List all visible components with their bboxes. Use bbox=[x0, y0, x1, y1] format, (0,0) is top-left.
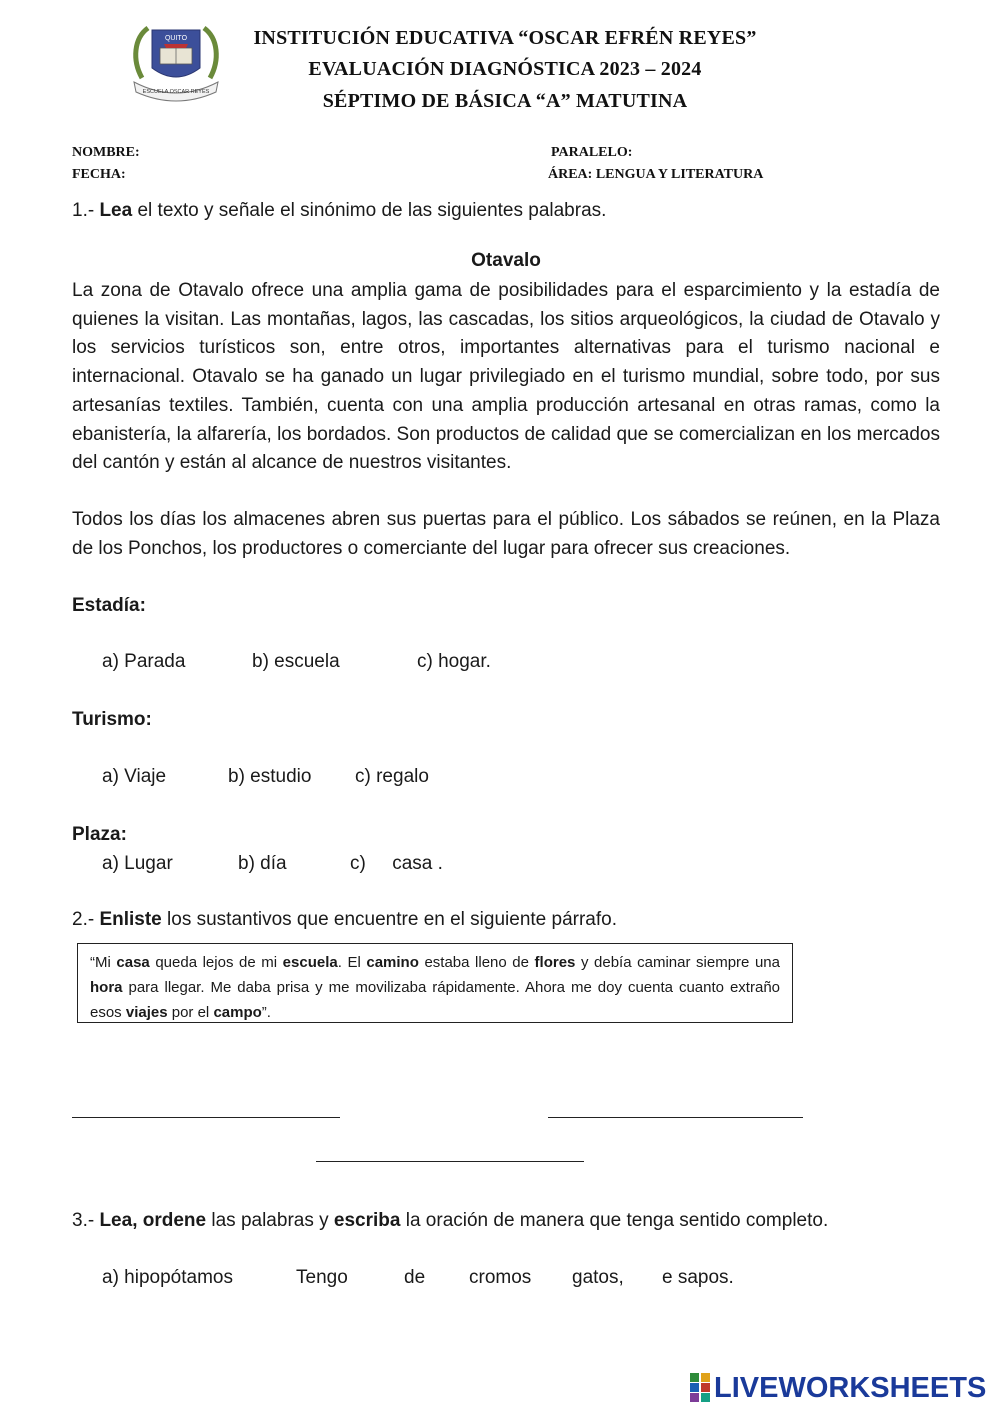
question-2-verb: Enliste bbox=[99, 909, 162, 930]
scrambled-word: gatos, bbox=[572, 1267, 624, 1288]
noun-casa: casa bbox=[116, 954, 150, 971]
logo-top-text: QUITO bbox=[164, 35, 188, 42]
question-3-text-2: la oración de manera que tenga sentido completo. bbox=[400, 1210, 829, 1231]
item-word-turismo: Turismo: bbox=[72, 709, 152, 730]
quote-seg: estaba lleno de bbox=[418, 954, 535, 971]
question-3-text-1: las palabras y bbox=[206, 1210, 334, 1231]
question-3 bbox=[72, 1210, 828, 1232]
question-3-number: 3.- bbox=[72, 1210, 100, 1231]
option-c[interactable]: c) casa . bbox=[350, 853, 443, 874]
scrambled-word: Tengo bbox=[296, 1267, 348, 1288]
reading-title: Otavalo bbox=[471, 250, 541, 271]
answer-blank-1[interactable] bbox=[72, 1117, 340, 1118]
grade-title: SÉPTIMO DE BÁSICA “A” MATUTINA bbox=[322, 90, 688, 112]
quote-seg: por el bbox=[167, 1004, 214, 1021]
scrambled-word: e sapos. bbox=[662, 1267, 734, 1288]
paralelo-label: PARALELO: bbox=[551, 145, 633, 160]
question-3-verb-1: Lea, ordene bbox=[99, 1210, 207, 1231]
liveworksheets-brand[interactable] bbox=[690, 1370, 986, 1406]
noun-viajes: viajes bbox=[125, 1004, 168, 1021]
option-b[interactable]: b) día bbox=[238, 853, 287, 874]
scrambled-word: de bbox=[404, 1267, 426, 1288]
logo-ribbon-text: ESCUELA OSCAR REYES bbox=[142, 89, 210, 95]
scrambled-word: cromos bbox=[469, 1267, 532, 1288]
liveworksheets-logo-icon bbox=[690, 1373, 712, 1403]
question-1-number: 1.- bbox=[72, 200, 100, 221]
option-a[interactable]: a) Viaje bbox=[102, 766, 167, 787]
item-word-estadia: Estadía: bbox=[72, 595, 146, 616]
quote-seg: “Mi bbox=[90, 954, 117, 971]
noun-escuela: escuela bbox=[282, 954, 338, 971]
quote-box bbox=[77, 943, 793, 1023]
noun-hora: hora bbox=[90, 979, 123, 996]
question-1-text: el texto y señale el sinónimo de las siguientes palabras. bbox=[132, 200, 607, 221]
noun-camino: camino bbox=[366, 954, 419, 971]
answer-blank-2[interactable] bbox=[548, 1117, 803, 1118]
scrambled-word: a) hipopótamos bbox=[102, 1267, 233, 1288]
option-b[interactable]: b) escuela bbox=[252, 651, 340, 672]
quote-seg: ”. bbox=[261, 1004, 271, 1021]
school-name: INSTITUCIÓN EDUCATIVA “OSCAR EFRÉN REYES” bbox=[253, 27, 757, 49]
answer-blank-3[interactable] bbox=[316, 1161, 584, 1162]
question-2-number: 2.- bbox=[72, 909, 100, 930]
question-1 bbox=[72, 200, 606, 222]
question-2 bbox=[72, 909, 617, 931]
nombre-label: NOMBRE: bbox=[72, 145, 140, 160]
item-word-plaza: Plaza: bbox=[72, 824, 127, 845]
reading-paragraph-2: Todos los días los almacenes abren sus puertas para el público. Los sábados se reúnen, en la Plaza de los Ponchos, los productores o comerciante del lugar para ofrecer sus creaciones. bbox=[72, 509, 940, 559]
option-a[interactable]: a) Parada bbox=[102, 651, 186, 672]
question-3-verb-2: escriba bbox=[333, 1210, 401, 1231]
evaluation-title: EVALUACIÓN DIAGNÓSTICA 2023 – 2024 bbox=[308, 58, 702, 80]
quote-seg: y debía caminar siempre una bbox=[575, 954, 780, 971]
option-c[interactable]: c) regalo bbox=[355, 766, 429, 787]
question-2-text: los sustantivos que encuentre en el siguiente párrafo. bbox=[161, 909, 617, 930]
liveworksheets-text: LIVEWORKSHEETS bbox=[714, 1371, 987, 1404]
fecha-label: FECHA: bbox=[72, 167, 126, 182]
quote-seg: queda lejos de mi bbox=[149, 954, 283, 971]
reading-paragraph-1: La zona de Otavalo ofrece una amplia gama de posibilidades para el esparcimiento y la estadía de quienes la visitan. Las montañas, lagos, las cascadas, los sitios arqueológicos, la ciudad de Otavalo y los servicios turísticos son, entre otros, importantes alternativas para el turismo nacional e internacional. Otavalo se ha ganado un lugar privilegiado en el turismo mundial, sobre todo, por sus artesanías textiles. También, cuenta con una amplia producción artesanal en otras ramas, como la ebanistería, la alfarería, los bordados. Son productos de calidad que se comercializan en los mercados del cantón y están al alcance de nuestros visitantes. bbox=[72, 280, 940, 474]
question-1-verb: Lea bbox=[99, 200, 133, 221]
option-c[interactable]: c) hogar. bbox=[417, 651, 491, 672]
option-a[interactable]: a) Lugar bbox=[102, 853, 173, 874]
quote-seg: . El bbox=[337, 954, 367, 971]
noun-campo: campo bbox=[213, 1004, 262, 1021]
option-b[interactable]: b) estudio bbox=[228, 766, 312, 787]
area-label: ÁREA: LENGUA Y LITERATURA bbox=[548, 167, 764, 182]
noun-flores: flores bbox=[534, 954, 576, 971]
quote-seg: para llegar. Me daba prisa y me movilizaba rápidamente. Ahora me doy cuenta cuanto extraño esos bbox=[90, 979, 780, 1021]
